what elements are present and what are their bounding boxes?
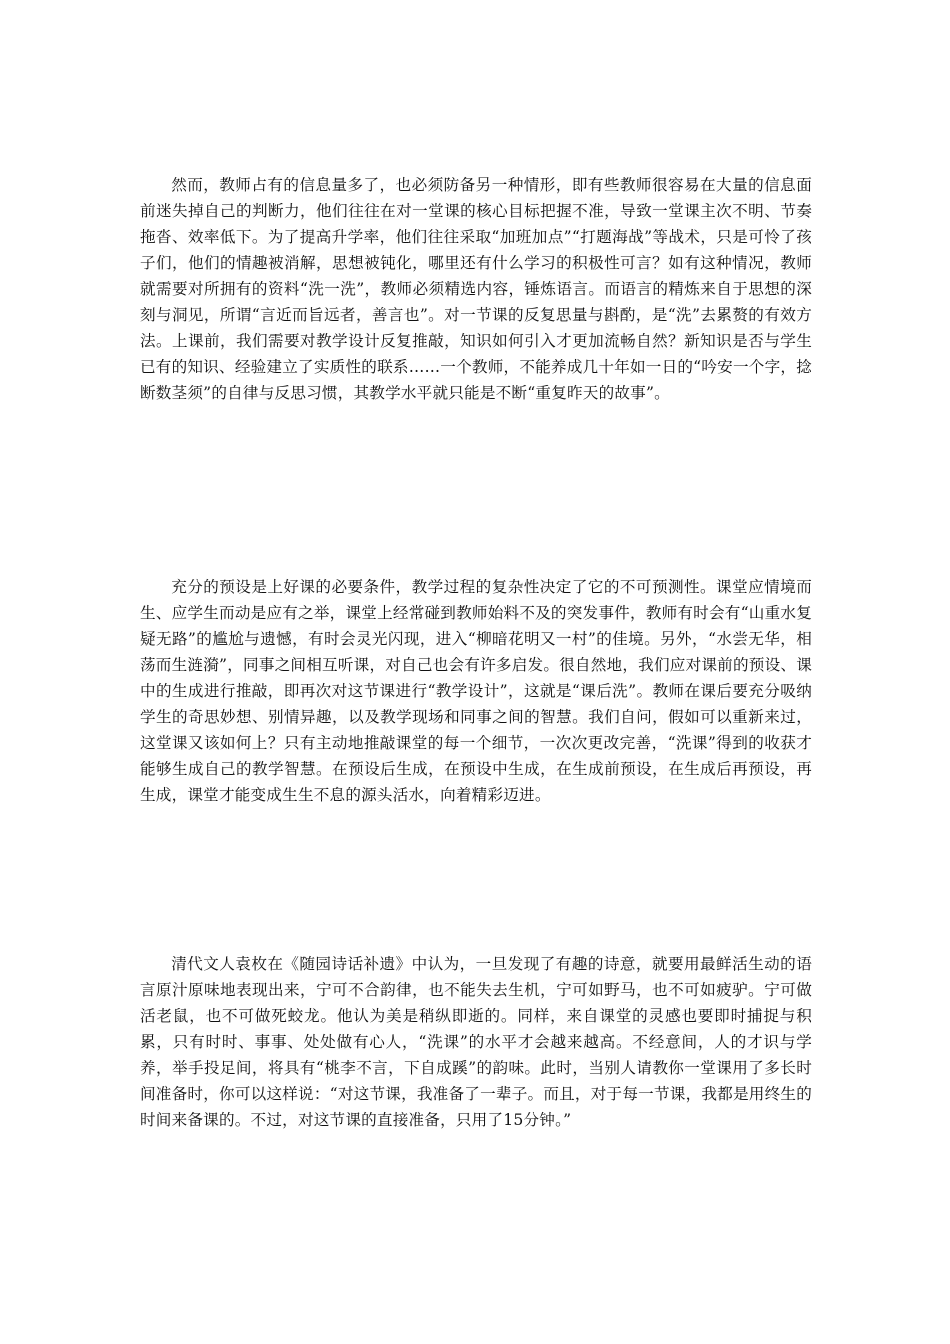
paragraph-1: 然而，教师占有的信息量多了，也必须防备另一种情形，即有些教师很容易在大量的信息面前迷失掉自己的判断力，他们往往在对一堂课的核心目标把握不准，导致一堂课主次不明、节奏拖沓、效率低下。为了提高升学率，他们往往采取“加班加点”“打题海战”等战术，只是可怜了孩子们，他们的情趣被消解，思想被钝化，哪里还有什么学习的积极性可言？如有这种情况，教师就需要对所拥有的资料“洗一洗”，教师必须精选内容，锤炼语言。而语言的精炼来自于思想的深刻与洞见，所谓“言近而旨远者，善言也”。对一节课的反复思量与斟酌，是“洗”去累赘的有效方法。上课前，我们需要对教学设计反复推敲，知识如何引入才更加流畅自然？新知识是否与学生已有的知识、经验建立了实质性的联系……一个教师，不能养成几十年如一日的“吟安一个字，捻断数茎须”的自律与反思习惯，其教学水平就只能是不断“重复昨天的故事”。 bbox=[140, 176, 812, 402]
paragraph-2: 充分的预设是上好课的必要条件，教学过程的复杂性决定了它的不可预测性。课堂应情境而生、应学生而动是应有之举，课堂上经常碰到教师始料不及的突发事件，教师有时会有“山重水复疑无路”的尴尬与遗憾，有时会灵光闪现，进入“柳暗花明又一村”的佳境。另外，“水尝无华，相荡而生涟漪”，同事之间相互听课，对自己也会有许多启发。很自然地，我们应对课前的预设、课中的生成进行推敲，即再次对这节课进行“教学设计”，这就是“课后洗”。教师在课后要充分吸纳学生的奇思妙想、别情异趣，以及教学现场和同事之间的智慧。我们自问，假如可以重新来过，这堂课又该如何上？只有主动地推敲课堂的每一个细节，一次次更改完善，“洗课”得到的收获才能够生成自己的教学智慧。在预设后生成，在预设中生成，在生成前预设，在生成后再预设，再生成，课堂才能变成生生不息的源头活水，向着精彩迈进。 bbox=[140, 578, 812, 804]
paragraph-3: 清代文人袁枚在《随园诗话补遗》中认为，一旦发现了有趣的诗意，就要用最鲜活生动的语言原汁原味地表现出来，宁可不合韵律，也不能失去生机，宁可如野马，也不可如疲驴。宁可做活老鼠，也不可做死蛟龙。他认为美是稍纵即逝的。同样，来自课堂的灵感也要即时捕捉与积累，只有时时、事事、处处做有心人，“洗课”的水平才会越来越高。不经意间，人的才识与学养，举手投足间，将具有“桃李不言，下自成蹊”的韵味。此时，当别人请教你一堂课用了多长时间准备时，你可以这样说：“对这节课，我准备了一辈子。而且，对于每一节课，我都是用终生的时间来备课的。不过，对这节课的直接准备，只用了15分钟。” bbox=[140, 955, 812, 1129]
